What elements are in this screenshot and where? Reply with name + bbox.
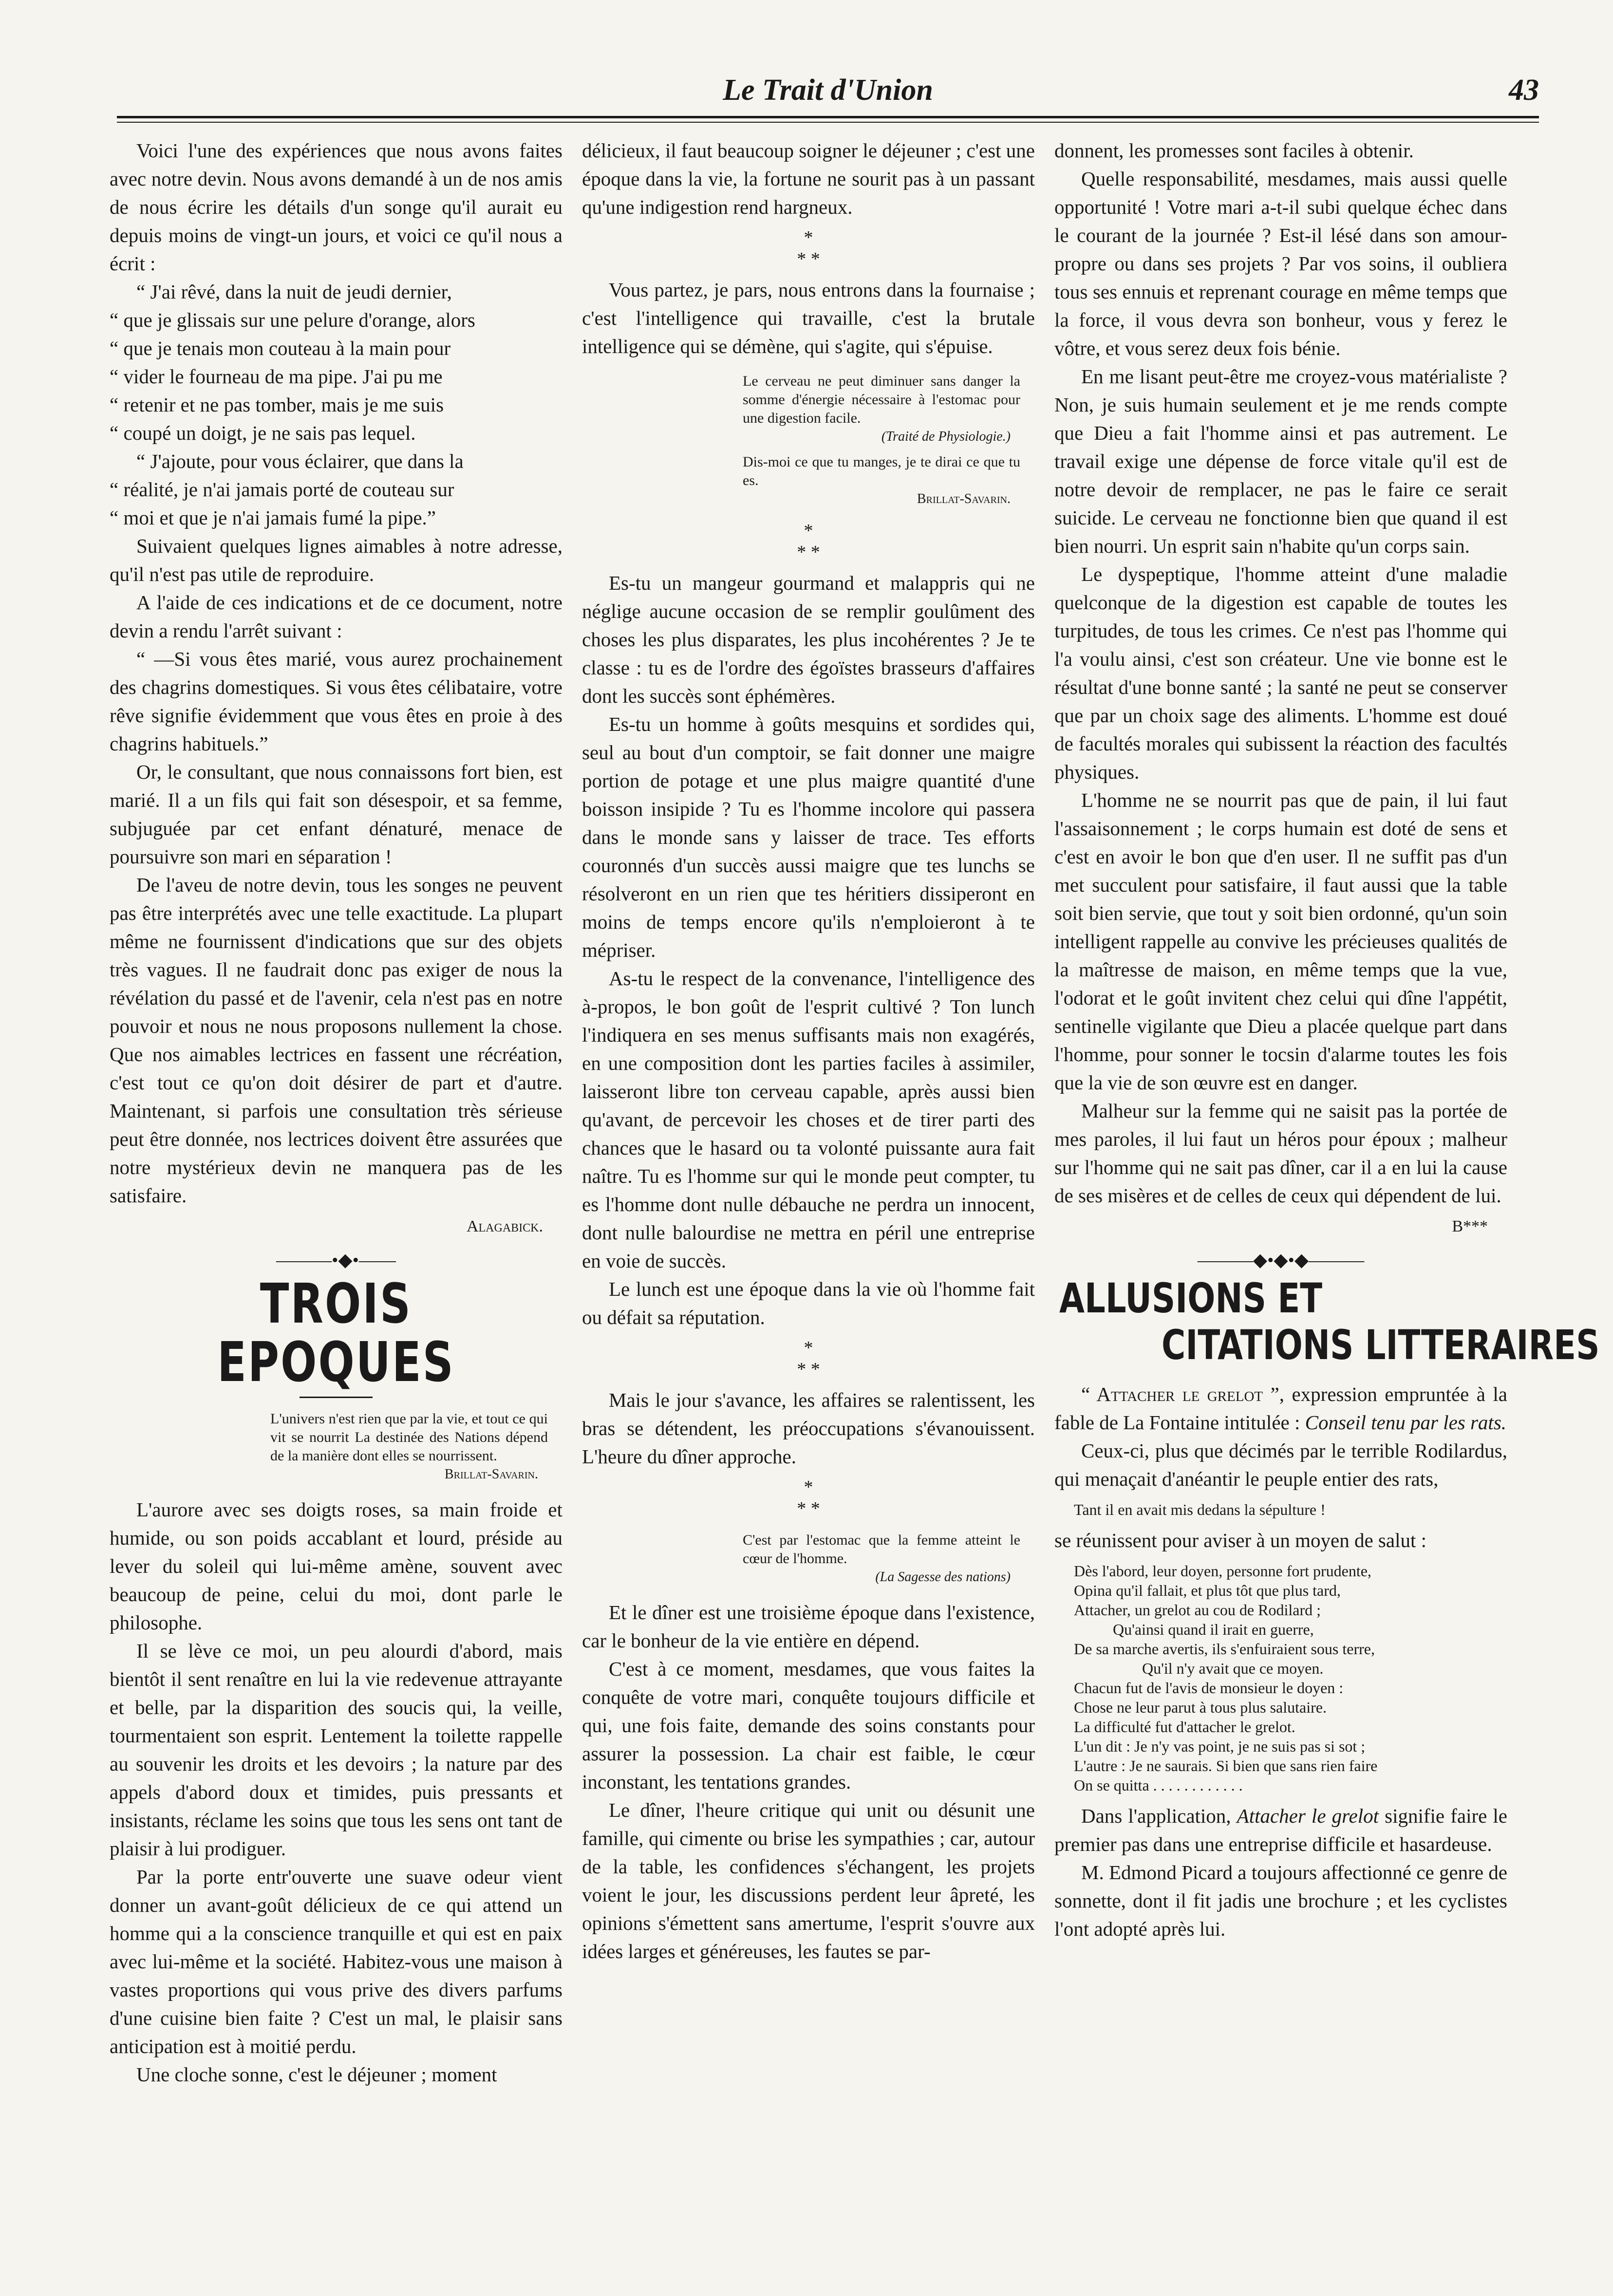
expression-italic: Attacher le grelot [1237, 1805, 1379, 1827]
poem-line: Chacun fut de l'avis de monsieur le doyen : [1074, 1679, 1344, 1697]
poem-line: La difficulté fut d'attacher le grelot. [1074, 1718, 1295, 1736]
paragraph [1054, 1380, 1507, 1437]
epigraph-text: L'univers n'est rien que par la vie, et tout ce qui vit se nourrit La destinée des Nations dépend de la manière dont elles se nourrissent. [270, 1411, 548, 1464]
article-title: TROIS EPOQUES [217, 1272, 455, 1394]
text-span: expression empruntée à la fable de La Fontaine intitulée : [1054, 1383, 1508, 1434]
paragraph: Mais le jour s'avance, les affaires se ralentissent, les bras se détendent, les préoccupations s'évanouissent. L'heure du dîner approche. [582, 1389, 1035, 1468]
asterism: * * * [797, 1338, 820, 1380]
quote-line: “ retenir et ne pas tomber, mais je me suis [110, 393, 444, 416]
paragraph: Vous partez, je pars, nous entrons dans la fournaise ; c'est l'intelligence qui travaille, c'est la brutale intelligence qui se démène, qui s'agite, qui s'épuise. [582, 279, 1035, 357]
article-title-line-1: ALLUSIONS ET [1059, 1274, 1323, 1322]
paragraph: Il se lève ce moi, un peu alourdi d'abord, mais bientôt il sent renaître en lui la vie redevenue attrayante et belle, par la disparition des soucis qui, la veille, tourmentaient son esprit. Lentement la toilette rappelle au souvenir les droits et les devoirs ; la nature par des appels d'abord doux et timides, puis pressants et insistants, réclame les soins que tous les sens ont tant de plaisir à lui prodiguer. [110, 1640, 563, 1860]
paragraph: C'est à ce moment, mesdames, que vous faites la conquête de votre mari, conquête toujours difficile et qui, une fois faite, demande des soins constants pour assurer la possession. La chair est faible, le cœur inconstant, les tentations grandes. [582, 1658, 1035, 1793]
paragraph: L'aurore avec ses doigts roses, sa main froide et humide, ou son poids accablant et lourd, préside au lever du soleil qui lui-même amène, souvent avec beaucoup de peine, celui du moi, dont parle le philosophe. [110, 1498, 563, 1634]
expression-phrase: “ Attacher le grelot ”, [1081, 1383, 1285, 1405]
epigraph-author: Brillat-Savarin. [917, 491, 1011, 506]
running-title: Le Trait d'Union [723, 74, 933, 107]
paragraph: “ —Si vous êtes marié, vous aurez prochainement des chagrins domestiques. Si vous êtes célibataire, votre rêve signifie évidemment que vous êtes en proie à des chagrins habituels.” [110, 648, 563, 755]
article-title-line-2: CITATIONS LITTERAIRES [1162, 1321, 1600, 1369]
quote-line: “ J'ai rêvé, dans la nuit de jeudi dernier, [136, 280, 452, 303]
paragraph: Quelle responsabilité, mesdames, mais aussi quelle opportunité ! Votre mari a-t-il subi quelque échec dans le courant de la journée ? Est-il lésé dans son amour-propre ou dans ses projets ? Par vos soins, il oubliera tous ses ennuis et reprenant courage en même temps que la force, il vous devra son bonheur, vous y ferez le vôtre, et vous serez deux fois bénie. [1054, 168, 1507, 359]
fable-poem [1074, 1561, 1507, 1795]
paragraph: Malheur sur la femme qui ne saisit pas la portée de mes paroles, il lui faut un héros pour époux ; malheur sur l'homme qui ne sait pas dîner, car il a en lui la cause de ses misères et de celles de ceux qui dépendent de lui. [1054, 1100, 1507, 1207]
paragraph: Or, le consultant, que nous connaissons fort bien, est marié. Il a un fils qui fait son désespoir, et sa femme, subjuguée par cet enfant dénaturé, menace de poursuivre son mari en séparation ! [110, 761, 563, 868]
quote-line: “ moi et que je n'ai jamais fumé la pipe.” [110, 506, 436, 529]
paragraph [1054, 1802, 1507, 1858]
column-1 [110, 136, 563, 2089]
epigraph [743, 1531, 1020, 1587]
poem-line: Opina qu'il fallait, et plus tôt que plus tard, [1074, 1582, 1341, 1599]
poem-line: Chose ne leur parut à tous plus salutaire. [1074, 1699, 1327, 1716]
paragraph: Es-tu un homme à goûts mesquins et sordides qui, seul au bout d'un comptoir, se fait donner une maigre portion de potage et une plus maigre quantité d'une boisson insipide ? Tu es l'homme incolore qui passera dans le monde sans y laisser de trace. Tes efforts couronnés d'un succès aussi maigre que tes lunchs se résolveront en un rien que tes héritiers dissiperont en moins de temps encore qu'ils n'emploieront à te mépriser. [582, 713, 1035, 961]
paragraph: Le dyspeptique, l'homme atteint d'une maladie quelconque de la digestion est capable de toutes les turpitudes, de tous les crimes. Ce n'est pas l'homme qui l'a voulu ainsi, c'est son créateur. Une vie bonne est le résultat d'une bonne santé ; la santé ne peut se conserver que par un choix sage des aliments. L'homme est doué de facultés morales qui subissent la réaction des facultés physiques. [1054, 563, 1507, 783]
quote-line: “ vider le fourneau de ma pipe. J'ai pu me [110, 365, 443, 388]
asterism: * * * [797, 227, 820, 269]
paragraph: délicieux, il faut beaucoup soigner le déjeuner ; c'est une époque dans la vie, la fortune ne sourit pas à un passant qu'une indigestion rend hargneux. [582, 139, 1035, 218]
poem-line: Attacher, un grelot au cou de Rodilard ; [1074, 1601, 1321, 1619]
asterism: * * * [797, 521, 820, 562]
quote-line: “ que je tenais mon couteau à la main pour [110, 337, 451, 359]
epigraph [270, 1410, 548, 1484]
epigraph-text: Le cerveau ne peut diminuer sans danger la somme d'énergie nécessaire à l'estomac pour une digestion facile. [743, 373, 1020, 426]
epigraph-author: Brillat-Savarin. [444, 1467, 538, 1482]
header-rule-thin [117, 122, 1539, 123]
paragraph: En me lisant peut-être me croyez-vous matérialiste ? Non, je suis humain seulement et je me rends compte que Dieu a fait l'homme ainsi et pas autrement. Le travail exige une dépense de force vitale qu'il est de notre devoir de remplacer, ne pas le faire ce serait suicide. Le cerveau ne fonctionne bien que quand il est bien nourri. Un esprit sain n'habite qu'un corps sain. [1054, 365, 1507, 557]
poem-line: On se quitta . . . . . . . . . . . . [1074, 1776, 1243, 1794]
dream-quote [110, 278, 563, 532]
poem-line: L'un dit : Je n'y vas point, je ne suis pas si sot ; [1074, 1737, 1366, 1755]
column-2 [582, 136, 1035, 1965]
paragraph: M. Edmond Picard a toujours affectionné ce genre de sonnette, dont il fit jadis une brochure ; et les cyclistes l'ont adopté après lui. [1054, 1861, 1507, 1940]
page-header [117, 73, 1539, 117]
paragraph: Es-tu un mangeur gourmand et malappris qui ne néglige aucune occasion de se remplir goulûment des choses les plus disparates, les plus incohérentes ? Je te classe : tu es de l'ordre des égoïstes brasseurs d'affaires dont les succès sont éphémères. [582, 572, 1035, 707]
asterism: * * * [797, 1477, 820, 1519]
paragraph: Par la porte entr'ouverte une suave odeur vient donner un avant-goût délicieux de ce qui attend un homme qui a la conscience tranquille et qui est en paix avec lui-même et la société. Habitez-vous une maison à vastes proportions qui vous prive des divers parfums d'une cuisine bien faite ? C'est un mal, le plaisir sans anticipation est à moitié perdu. [110, 1866, 563, 2057]
verse-line: Tant il en avait mis dedans la sépulture ! [1074, 1501, 1326, 1518]
ornament-divider: ———◆•◆•◆——— [1197, 1250, 1365, 1270]
epigraph [743, 372, 1020, 508]
quote-line: “ coupé un doigt, je ne sais pas lequel. [110, 422, 416, 444]
text-span: Dans l'application, [1081, 1805, 1237, 1827]
poem-line: Dès l'abord, leur doyen, personne fort prudente, [1074, 1562, 1371, 1580]
paragraph: Suivaient quelques lignes aimables à notre adresse, qu'il n'est pas utile de reproduire. [110, 535, 563, 585]
header-rule-thick [117, 116, 1539, 118]
author-signature: B*** [1452, 1217, 1488, 1235]
quote-line: “ J'ajoute, pour vous éclairer, que dans la [136, 450, 464, 472]
paragraph: As-tu le respect de la convenance, l'intelligence des à-propos, le bon goût de l'esprit cultivé ? Ton lunch l'indiquera en ses menus suffisants mais non exagérés, en une composition dont les parties faciles à assimiler, laisseront libre ton cerveau capable, après aussi bien qu'avant, de percevoir les choses et de tirer parti des chances que le hasard ou ta volonté puissante aura fait naître. Tu es l'homme sur qui le monde peut compter, tu es l'homme dont nulle débauche ne perdra un innocent, dont nulle balourdise ne mettra en péril une entreprise en voie de succès. [582, 967, 1035, 1272]
paragraph: Une cloche sonne, c'est le déjeuner ; moment [136, 2063, 497, 2086]
epigraph-text: Dis-moi ce que tu manges, je te dirai ce que tu es. [743, 454, 1020, 488]
poem-line: L'autre : Je ne saurais. Si bien que sans rien faire [1074, 1757, 1378, 1774]
quote-line: “ que je glissais sur une pelure d'orange, alors [110, 309, 475, 331]
paragraph: Le dîner, l'heure critique qui unit ou désunit une famille, qui cimente ou brise les sympathies ; car, autour de la table, les confidences s'échangent, les projets voient le jour, les discussions perdent leur âpreté, les opinions s'émettent sans amertume, l'esprit s'ouvre aux idées larges et généreuses, les fautes se par- [582, 1799, 1035, 1962]
epigraph-source: (La Sagesse des nations) [875, 1569, 1011, 1585]
quote-line: “ réalité, je n'ai jamais porté de couteau sur [110, 478, 454, 501]
ornament-divider: ———•◆•—— [276, 1250, 396, 1270]
title-underline [300, 1397, 373, 1398]
page-number: 43 [1509, 74, 1539, 107]
poem-line: Qu'ainsi quand il irait en guerre, [1113, 1621, 1314, 1638]
poem-line: Qu'il n'y avait que ce moyen. [1142, 1660, 1324, 1677]
paragraph: De l'aveu de notre devin, tous les songes ne peuvent pas être interprétés avec une telle exactitude. La plupart même ne fournissent d'indications que sur des objets très vagues. Il ne faudrait donc pas exiger de nous la révélation du passé et de l'avenir, cela n'est pas en notre pouvoir et nous ne nous proposons nullement la chose. Que nos aimables lectrices en fassent une récréation, c'est tout ce qu'on doit désirer de part et d'autre. Maintenant, si parfois une consultation très sérieuse peut être donnée, nos lectrices doivent être assurées que notre mystérieux devin ne manquera pas de les satisfaire. [110, 874, 563, 1207]
author-signature: Alagabick. [466, 1217, 543, 1235]
paragraph: Voici l'une des expériences que nous avons faites avec notre devin. Nous avons demandé à un de nos amis de nous écrire les détails d'un songe qu'il aurait eu depuis moins de vingt-un jours, et voici ce qu'il nous a écrit : [110, 139, 563, 275]
paragraph: L'homme ne se nourrit pas que de pain, il lui faut l'assaisonnement ; le corps humain est doté de sens et c'est en avoir le bon que d'en user. Il ne suffit pas d'un met succulent pour satisfaire, il faut aussi que la table soit bien servie, que tout y soit bien ordonné, qu'un soin intelligent rappelle au convive les précieuses qualités de la maîtresse de maison, en même temps que la vue, l'odorat et le goût invitent chez celui qui dîne l'appétit, sentinelle vigilante que Dieu a placée quelque part dans l'homme, pour sonner le tocsin d'alarme toutes les fois que la vie de son œuvre est en danger. [1054, 789, 1507, 1094]
fable-title: Conseil tenu par les rats. [1305, 1411, 1507, 1434]
paragraph: Et le dîner est une troisième époque dans l'existence, car le bonheur de la vie entière en dépend. [582, 1601, 1035, 1652]
paragraph: donnent, les promesses sont faciles à obtenir. [1054, 139, 1414, 162]
paragraph: se réunissent pour aviser à un moyen de salut : [1054, 1529, 1427, 1551]
epigraph-source: (Traité de Physiologie.) [881, 429, 1011, 444]
column-3 [1054, 136, 1600, 1943]
epigraph-text: C'est par l'estomac que la femme atteint le cœur de l'homme. [743, 1532, 1020, 1567]
paragraph: Ceux-ci, plus que décimés par le terrible Rodilardus, qui menaçait d'anéantir le peuple entier des rats, [1054, 1439, 1507, 1490]
paragraph: Le lunch est une époque dans la vie où l'homme fait ou défait sa réputation. [582, 1278, 1035, 1328]
text-span: signifie faire le premier pas dans une entreprise difficile et hasardeuse. [1054, 1805, 1508, 1855]
poem-line: De sa marche avertis, ils s'enfuiraient sous terre, [1074, 1640, 1375, 1658]
paragraph: A l'aide de ces indications et de ce document, notre devin a rendu l'arrêt suivant : [110, 591, 563, 642]
